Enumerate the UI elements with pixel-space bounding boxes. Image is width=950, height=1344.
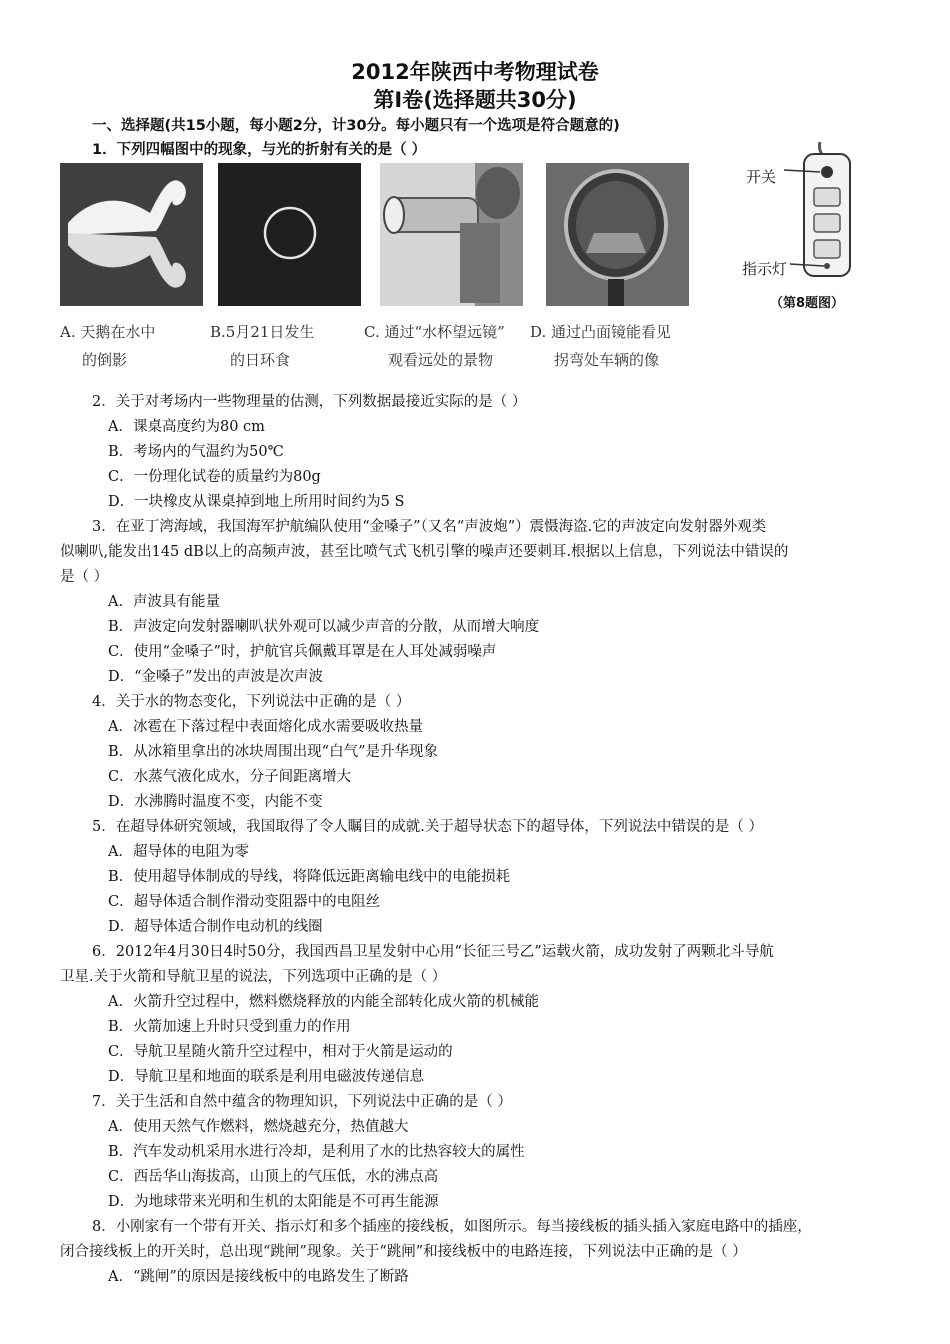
- caption-d-line1: D. 通过凸面镜能看见: [530, 323, 672, 341]
- caption-a-line1: A. 天鹅在水中: [60, 323, 156, 341]
- question-1-stem: 1．下列四幅图中的现象，与光的折射有关的是（ ）: [92, 142, 427, 158]
- answer-option: D．超导体适合制作电动机的线圈: [108, 919, 323, 935]
- answer-option: C．导航卫星随火箭升空过程中，相对于火箭是运动的: [108, 1044, 453, 1060]
- caption-c-line2: 观看远处的景物: [388, 351, 494, 369]
- caption-a-line2: 的倒影: [82, 351, 128, 369]
- section-heading: 一、选择题(共15小题，每小题2分，计30分。每小题只有一个选项是符合题意的): [92, 118, 620, 134]
- answer-option: D．“金嗓子”发出的声波是次声波: [108, 669, 323, 685]
- exam-title: 2012年陕西中考物理试卷: [351, 60, 599, 84]
- figure-8-caption: （第8题图）: [770, 296, 845, 311]
- answer-option: B．使用超导体制成的导线，将降低远距离输电线中的电能损耗: [108, 869, 511, 885]
- question-text-line: 8．小刚家有一个带有开关、指示灯和多个插座的接线板，如图所示。每当接线板的插头插入家庭电路中的插座，: [92, 1219, 812, 1235]
- answer-option: D．导航卫星和地面的联系是利用电磁波传递信息: [108, 1069, 425, 1085]
- convex-mirror-image: [546, 163, 689, 306]
- answer-option: A．使用天然气作燃料，燃烧越充分，热值越大: [108, 1119, 409, 1135]
- answer-option: D．一块橡皮从课桌掉到地上所用时间约为5 S: [108, 494, 405, 510]
- answer-option: B．汽车发动机采用水进行冷却，是利用了水的比热容较大的属性: [108, 1144, 525, 1160]
- power-strip-figure: [738, 140, 888, 320]
- answer-option: A．冰雹在下落过程中表面熔化成水需要吸收热量: [108, 719, 423, 735]
- answer-option: B．考场内的气温约为50℃: [108, 444, 284, 460]
- answer-option: C．超导体适合制作滑动变阻器中的电阻丝: [108, 894, 381, 910]
- caption-d-line2: 拐弯处车辆的像: [554, 351, 660, 369]
- question-text-line: 4．关于水的物态变化，下列说法中正确的是（ ）: [92, 694, 411, 710]
- indicator-light-label: 指示灯: [742, 260, 788, 278]
- caption-d: [530, 318, 671, 374]
- answer-option: C．使用“金嗓子”时，护航官兵佩戴耳罩是在人耳处减弱噪声: [108, 644, 497, 660]
- answer-option: B．从冰箱里拿出的冰块周围出现“白气”是升华现象: [108, 744, 438, 760]
- answer-option: B．声波定向发射器喇叭状外观可以减少声音的分散，从而增大响度: [108, 619, 540, 635]
- answer-option: A．“跳闸”的原因是接线板中的电路发生了断路: [108, 1269, 409, 1285]
- answer-option: A．火箭升空过程中，燃料燃烧释放的内能全部转化成火箭的机械能: [108, 994, 539, 1010]
- question-text-line: 6．2012年4月30日4时50分，我国西昌卫星发射中心用“长征三号乙”运载火箭，成功发射了两颗北斗导航: [92, 944, 774, 960]
- answer-option: A．超导体的电阻为零: [108, 844, 249, 860]
- answer-option: C．一份理化试卷的质量约为80g: [108, 469, 321, 485]
- question-text-line: 5．在超导体研究领域，我国取得了令人瞩目的成就.关于超导状态下的超导体，下列说法中错误的是（ ）: [92, 819, 763, 835]
- answer-option: C．西岳华山海拔高，山顶上的气压低，水的沸点高: [108, 1169, 439, 1185]
- exam-subtitle: 第Ⅰ卷(选择题共30分): [373, 88, 577, 112]
- answer-option: A．声波具有能量: [108, 594, 220, 610]
- question-text-line: 闭合接线板上的开关时，总出现“跳闸”现象。关于“跳闸”和接线板中的电路连接，下列说法中正确的是（ ）: [60, 1244, 747, 1260]
- caption-b-line2: 的日环食: [230, 351, 291, 369]
- caption-b-line1: B.5月21日发生: [210, 323, 315, 341]
- question-text-line: 似喇叭,能发出145 dB以上的高频声波，甚至比喷气式飞机引擎的噪声还要刺耳.根据以上信息，下列说法中错误的: [60, 544, 789, 560]
- caption-c: [364, 318, 505, 374]
- answer-option: A．课桌高度约为80 cm: [108, 419, 265, 435]
- caption-b: [210, 318, 314, 374]
- question-text-line: 是（ ）: [60, 569, 109, 585]
- answer-option: B．火箭加速上升时只受到重力的作用: [108, 1019, 351, 1035]
- question-text-line: 7．关于生活和自然中蕴含的物理知识，下列说法中正确的是（ ）: [92, 1094, 512, 1110]
- swan-reflection-image: [60, 163, 203, 306]
- caption-c-line1: C. 通过“水杯望远镜”: [364, 323, 505, 341]
- question-text-line: 2．关于对考场内一些物理量的估测，下列数据最接近实际的是（ ）: [92, 394, 527, 410]
- switch-label: 开关: [746, 168, 777, 186]
- question-text-line: 3．在亚丁湾海域，我国海军护航编队使用“金嗓子”（又名“声波炮”）震慑海盗.它的声波定向发射器外观类: [92, 519, 767, 535]
- annular-eclipse-image: [218, 163, 361, 306]
- answer-option: D．水沸腾时温度不变，内能不变: [108, 794, 323, 810]
- answer-option: D．为地球带来光明和生机的太阳能是不可再生能源: [108, 1194, 439, 1210]
- caption-a: [60, 318, 155, 374]
- question-text-line: 卫星.关于火箭和导航卫星的说法，下列选项中正确的是（ ）: [60, 969, 447, 985]
- answer-option: C．水蒸气液化成水，分子间距离增大: [108, 769, 352, 785]
- water-glass-telescope-image: [380, 163, 523, 306]
